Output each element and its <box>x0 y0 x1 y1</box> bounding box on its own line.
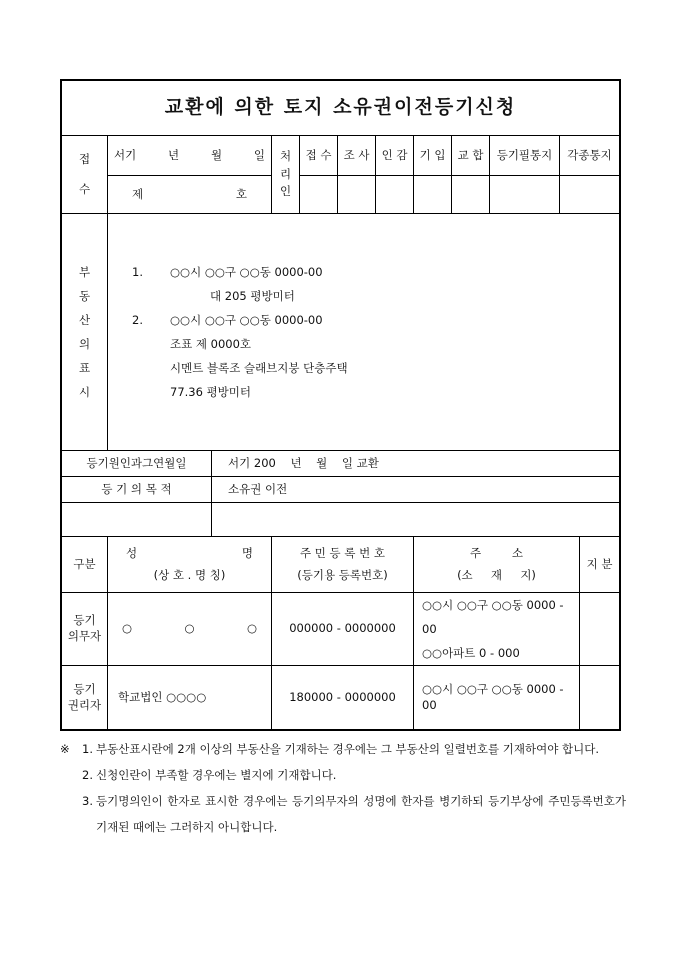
col-seal: 인 감 <box>376 136 414 176</box>
col-completion-notice: 등기필통지 <box>490 136 560 176</box>
row-kind-obligor: 등기 의무자 <box>62 593 108 666</box>
col-receipt: 접 수 <box>300 136 338 176</box>
stamp-box-completion[interactable] <box>490 176 560 214</box>
cause-value[interactable]: 서기 200 년 월 일 교환 <box>212 451 620 477</box>
obligor-share[interactable] <box>580 593 620 666</box>
notes-section <box>60 736 626 840</box>
cause-label: 등기원인과그연월일 <box>62 451 212 477</box>
header-kind: 구분 <box>62 537 108 593</box>
purpose-label: 등 기 의 목 적 <box>62 477 212 503</box>
stamp-box-check[interactable] <box>452 176 490 214</box>
registration-form <box>60 79 621 731</box>
col-check: 교 합 <box>452 136 490 176</box>
note-item: 2. 신청인란이 부족할 경우에는 별지에 기재합니다. <box>82 768 337 782</box>
receipt-date-field[interactable]: 서기 년 월 일 <box>108 136 272 176</box>
note-mark: ※ <box>60 742 70 756</box>
receipt-number-field[interactable]: 제 호 <box>108 176 272 214</box>
stamp-box-other[interactable] <box>560 176 620 214</box>
obligor-address[interactable]: ○○시 ○○구 ○○동 0000 - 00 ○○아파트 0 - 000 <box>414 593 580 666</box>
note-item: 3. 등기명의인이 한자로 표시한 경우에는 등기의무자의 성명에 한자를 병기하되 등기부상에 주민등록번호가 기재된 때에는 그러하지 아니합니다. <box>82 794 626 834</box>
col-other-notice: 각종통지 <box>560 136 620 176</box>
obligee-id-number[interactable]: 180000 - 0000000 <box>272 666 414 730</box>
stamp-box-inspect[interactable] <box>338 176 376 214</box>
form-title: 교환에 의한 토지 소유권이전등기신청 <box>62 81 620 136</box>
note-item: ※ 1. 부동산표시란에 2개 이상의 부동산을 기재하는 경우에는 그 부동산의 일렬번호를 기재하여야 합니다. <box>60 736 626 762</box>
stamp-box-receipt[interactable] <box>300 176 338 214</box>
stamp-box-entry[interactable] <box>414 176 452 214</box>
property-label: 부 동 산 의 표 시 <box>62 214 108 451</box>
receipt-label: 접 수 <box>62 136 108 214</box>
blank-label-cell <box>62 503 212 537</box>
obligee-address[interactable]: ○○시 ○○구 ○○동 0000 - 00 <box>414 666 580 730</box>
obligor-id-number[interactable]: 000000 - 0000000 <box>272 593 414 666</box>
col-entry: 기 입 <box>414 136 452 176</box>
purpose-value[interactable]: 소유권 이전 <box>212 477 620 503</box>
col-inspect: 조 사 <box>338 136 376 176</box>
handler-label: 처 리 인 <box>272 136 300 214</box>
property-description[interactable]: 1. ○○시 ○○구 ○○동 0000-00 대 205 평방미터 2. ○○시 ○○구 ○○동 0000-00 조표 제 0000호 시멘트 블록조 슬래브지붕 단층주택 77.36 평방미터 <box>108 214 620 451</box>
header-address: 주 소 (소 재 지) <box>414 537 580 593</box>
header-id-number: 주 민 등 록 번 호 (등기용 등록번호) <box>272 537 414 593</box>
header-share: 지 분 <box>580 537 620 593</box>
obligee-share[interactable] <box>580 666 620 730</box>
header-name: 성 명 (상 호 . 명 칭) <box>108 537 272 593</box>
row-kind-obligee: 등기 권리자 <box>62 666 108 730</box>
obligee-name[interactable]: 학교법인 ○○○○ <box>108 666 272 730</box>
stamp-box-seal[interactable] <box>376 176 414 214</box>
obligor-name[interactable]: ○ ○ ○ <box>108 593 272 666</box>
blank-value-cell[interactable] <box>212 503 620 537</box>
